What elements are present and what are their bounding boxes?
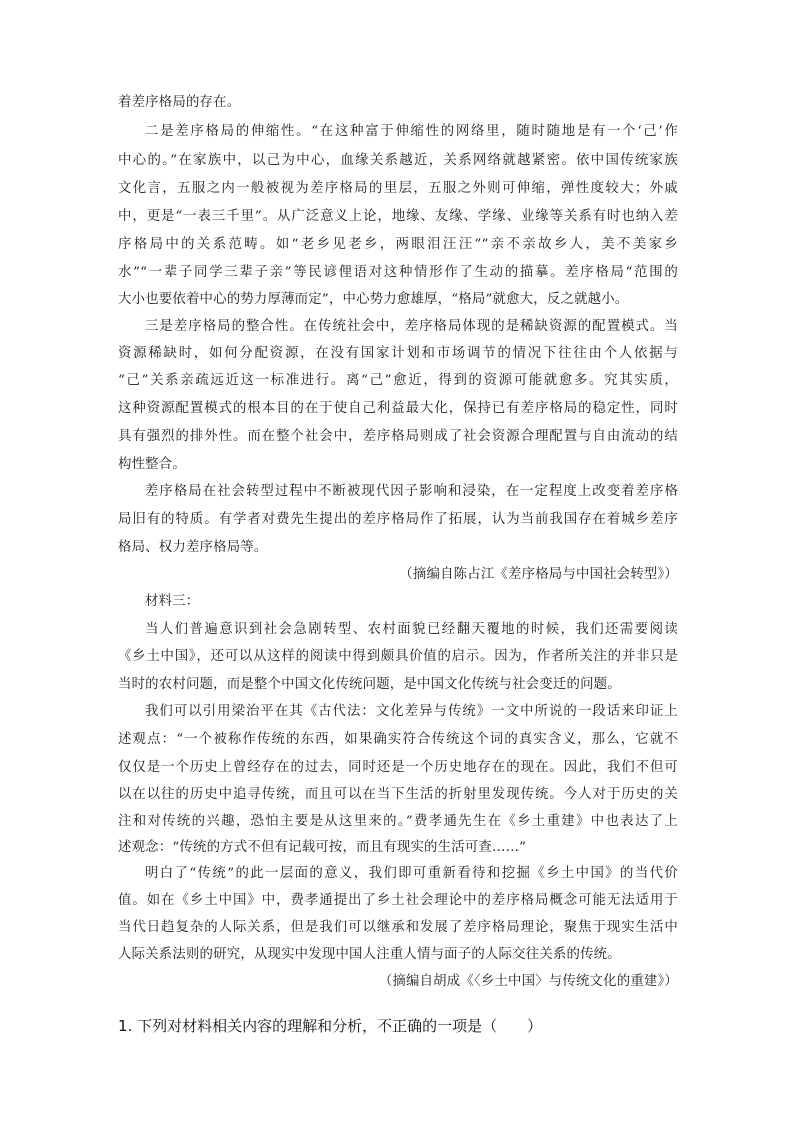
text-line: 格局、权力差序格局等。 — [118, 540, 268, 555]
text-line: 构性整合。 — [118, 457, 186, 472]
text-line: 我们可以引用梁治平在其《古代法：文化差异与传统》一文中所说的一段话来印证上 — [145, 704, 678, 719]
section-heading: 材料三： — [145, 594, 200, 609]
text-line: 差序格局在社会转型过程中不断被现代因子影响和浸染，在一定程度上改变着差序格 — [145, 484, 678, 499]
text-line: 明白了“传统”的此一层面的意义，我们即可重新看待和挖掘《乡土中国》的当代价 — [145, 866, 678, 881]
text-line: 具有强烈的排外性。而在整个社会中，差序格局则成了社会资源合理配置与自由流动的结 — [118, 429, 678, 444]
text-line: 文化言，五服之内一般被视为差序格局的里层，五服之外则可伸缩，弹性度较大；外戚 — [118, 181, 678, 196]
text-line: 水”“一辈子同学三辈子亲”等民谚俚语对这种情形作了生动的描摹。差序格局“范围的 — [118, 265, 678, 280]
source-citation: （摘编自胡成《〈乡土中国〉与传统文化的重建》） — [378, 974, 678, 989]
text-line: 当代日趋复杂的人际关系，但是我们可以继承和发展了差序格局理论，聚焦于现实生活中 — [118, 920, 678, 935]
text-line: 着差序格局的存在。 — [118, 95, 241, 110]
text-line: “己”关系亲疏远近这一标准进行。离“己”愈近，得到的资源可能就愈多。究其实质， — [118, 373, 678, 388]
text-line: 人际关系法则的研究，从现实中发现中国人注重人情与面子的人际交往关系的传统。 — [118, 947, 621, 962]
text-line: 以在以往的历史中追寻传统，而且可以在当下生活的折射里发现传统。今人对于历史的关 — [118, 787, 678, 802]
text-line: 述观念：“传统的方式不但有记载可按，而且有现实的生活可查……” — [118, 840, 527, 855]
text-line: 《乡土中国》，还可以从这样的阅读中得到颇具价值的启示。因为，作者所关注的并非只是 — [118, 649, 678, 664]
text-line: 当人们普遍意识到社会急剧转型、农村面貌已经翻天覆地的时候，我们还需要阅读 — [145, 622, 678, 637]
text-line: 中，更是“一表三千里”。从广泛意义上论，地缘、友缘、学缘、业缘等关系有时也纳入差 — [118, 209, 678, 224]
text-line: 二是差序格局的伸缩性。“在这种富于伸缩性的网络里，随时随地是有一个‘己’作 — [145, 124, 678, 139]
text-line: 大小也要依着中心的势力厚薄而定”，中心势力愈雄厚，“格局”就愈大，反之就越小。 — [118, 292, 629, 307]
source-citation: （摘编自陈占江《差序格局与中国社会转型》） — [399, 567, 678, 582]
text-line: 当时的农村问题，而是整个中国文化传统问题，是中国文化传统与社会变迁的问题。 — [118, 677, 621, 692]
text-line: 中心的。”在家族中，以己为中心，血缘关系越近，关系网络就越紧密。依中国传统家族 — [118, 153, 678, 168]
text-line: 三是差序格局的整合性。在传统社会中，差序格局体现的是稀缺资源的配置模式。当 — [145, 319, 678, 334]
text-line: 局旧有的特质。有学者对费先生提出的差序格局作了拓展，认为当前我国存在着城乡差序 — [118, 512, 678, 527]
text-line: 序格局中的关系范畴。如“老乡见老乡，两眼泪汪汪”“亲不亲故乡人，美不美家乡 — [118, 237, 678, 252]
text-line: 述观点：“一个被称作传统的东西，如果确实符合传统这个词的真实含义，那么，它就不 — [118, 732, 678, 747]
text-line: 这种资源配置模式的根本目的在于使自己利益最大化，保持已有差序格局的稳定性，同时 — [118, 401, 678, 416]
question-prompt: 1. 下列对材料相关内容的理解和分析，不正确的一项是（ ） — [118, 1017, 543, 1035]
text-line: 值。如在《乡土中国》中，费孝通提出了乡土社会理论中的差序格局概念可能无法适用于 — [118, 893, 678, 908]
text-line: 资源稀缺时，如何分配资源，在没有国家计划和市场调节的情况下往往由个人依据与 — [118, 346, 678, 361]
text-line: 注和对传统的兴趣，恐怕主要是从这里来的。”费孝通先生在《乡土重建》中也表达了上 — [118, 814, 678, 829]
text-line: 仅仅是一个历史上曾经存在的过去，同时还是一个历史地存在的现在。因此，我们不但可 — [118, 760, 678, 775]
